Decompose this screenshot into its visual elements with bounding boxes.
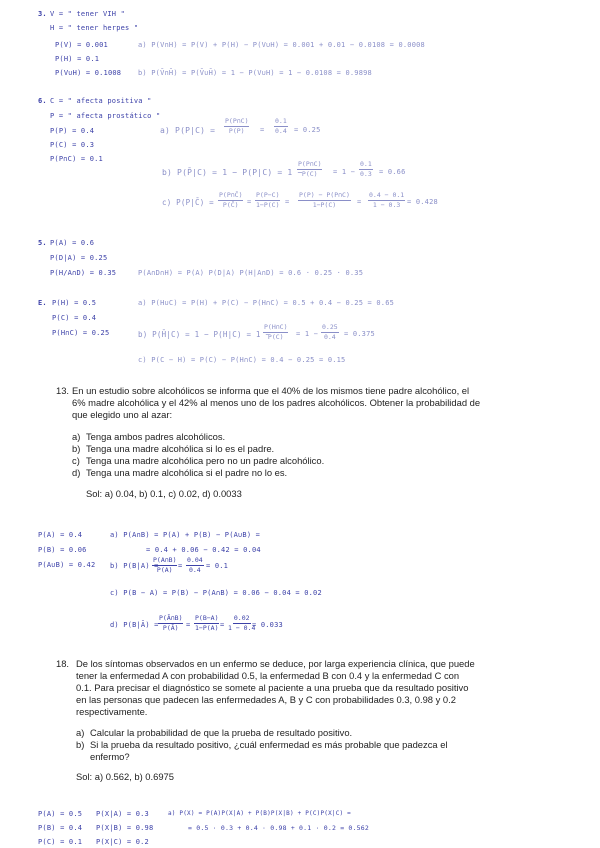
hw-given: P(B) = 0.06 bbox=[38, 546, 87, 554]
hw-answer-b: b) P(H̄|C) = 1 − P(H|C) = 1 − bbox=[138, 330, 271, 339]
problem-text: 6% madre alcohólica y el 42% al menos uno de los padres alcohólicos. Obtener la probabilidad de bbox=[72, 397, 481, 408]
hw-number: 3. bbox=[38, 10, 47, 18]
problem-text: 0.1. Para precisar el diagnóstico se somete al paciente a una prueba que da resultado positivo bbox=[76, 682, 469, 693]
hw-fraction: $\frac{P(Ā\cap B)}{P(Ā)}$ bbox=[159, 614, 183, 632]
hw-fraction: $\frac{P(H\cap C)}{P(C)}$ bbox=[264, 323, 288, 341]
hw-definition: C = " afecta positiva " bbox=[50, 97, 152, 105]
hw-answer-a: = 0.4 + 0.06 − 0.42 = 0.04 bbox=[146, 546, 261, 554]
item-text: Calcular la probabilidad de que la prueba de resultado positivo. bbox=[90, 727, 353, 738]
hw-given: P(D|A) = 0.25 bbox=[50, 254, 108, 262]
problem-text: respectivamente. bbox=[76, 706, 148, 717]
hw-equals: = bbox=[220, 621, 225, 629]
item-text: Tenga una madre alcohólica pero no un padre alcohólico. bbox=[86, 455, 325, 466]
hw-fraction: $\frac{0.1}{0.3}$ bbox=[360, 160, 372, 178]
hw-answer-b: b) P(P̄|C) = 1 − P(P|C) = 1 − bbox=[162, 168, 303, 177]
hw-equals: = 1 − bbox=[296, 330, 319, 338]
hw-given: P(P) = 0.4 bbox=[50, 127, 95, 135]
hw-fraction: $\frac{0.4 - 0.1}{1 - 0.3}$ bbox=[369, 191, 405, 209]
hw-fraction: $\frac{P(P\cap C)}{P(P)}$ bbox=[225, 117, 249, 135]
hw-equals: = bbox=[357, 198, 362, 206]
hw-equals: = bbox=[186, 621, 191, 629]
hw-fraction: $\frac{P(A\cap B)}{P(A)}$ bbox=[153, 556, 177, 574]
problem-number: 13. bbox=[56, 385, 70, 396]
item-text: Tenga ambos padres alcohólicos. bbox=[86, 431, 226, 442]
hw-equals: = bbox=[260, 126, 265, 134]
item-text: Tenga una madre alcohólica si lo es el padre. bbox=[86, 443, 275, 454]
hw-result: = 0.375 bbox=[344, 330, 375, 338]
hw-calculation: P(A∩D∩H) = P(A) P(D|A) P(H|A∩D) = 0.6 · 0.25 · 0.35 bbox=[138, 269, 364, 277]
item-label: a) bbox=[72, 431, 81, 442]
hw-fraction: $\frac{0.04}{0.4}$ bbox=[187, 556, 203, 574]
hw-answer-a: a) P(P|C) = bbox=[160, 126, 216, 135]
hw-fraction: $\frac{0.02}{1 - 0.4}$ bbox=[228, 614, 256, 632]
hw-given: P(C) = 0.1 bbox=[38, 838, 83, 846]
hw-given: P(H/A∩D) = 0.35 bbox=[50, 269, 117, 277]
item-label: b) bbox=[76, 739, 85, 750]
hw-number: 6. bbox=[38, 97, 47, 105]
hw-answer-c: c) P(P|C̄) = bbox=[162, 198, 214, 207]
hw-conditional: P(X|C) = 0.2 bbox=[96, 838, 149, 846]
hw-answer-c: c) P(C − H) = P(C) − P(H∩C) = 0.4 − 0.25 = 0.15 bbox=[138, 356, 346, 364]
hw-fraction: $\frac{P(P\cap C)}{P(C)}$ bbox=[298, 160, 322, 178]
hw-answer-b: b) P(B|A) = bbox=[110, 562, 159, 570]
hw-given: P(A) = 0.5 bbox=[38, 810, 83, 818]
problem-text: En un estudio sobre alcohólicos se informa que el 40% de los mismos tiene padre alcohólico, el bbox=[72, 385, 470, 396]
hw-answer-a: a) P(A∩B) = P(A) + P(B) − P(A∪B) = bbox=[110, 531, 261, 539]
problem-text: que elegido uno al azar: bbox=[72, 409, 173, 420]
hw-fraction: $\frac{0.25}{0.4}$ bbox=[322, 323, 338, 341]
hw-answer-c: c) P(B − A) = P(B) − P(A∩B) = 0.06 − 0.04 = 0.02 bbox=[110, 589, 322, 597]
hw-conditional: P(X|A) = 0.3 bbox=[96, 810, 149, 818]
hw-equals: = bbox=[178, 562, 183, 570]
hw-fraction: $\frac{P(P-C)}{1-P(C)}$ bbox=[256, 191, 280, 209]
hw-given: P(P∩C) = 0.1 bbox=[50, 155, 103, 163]
problem-text: en las personas que padecen las enfermedades A, B y C con probabilidades 0.3, 0.98 y 0.2 bbox=[76, 694, 456, 705]
problem-number: 18. bbox=[56, 658, 70, 669]
hw-answer-d: d) P(B|Ā) = bbox=[110, 621, 159, 629]
hw-definition: V = " tener VIH " bbox=[50, 10, 126, 18]
hw-result: = 0.1 bbox=[206, 562, 229, 570]
item-text: enfermo? bbox=[90, 751, 130, 762]
hw-definition: P = " afecta prostático " bbox=[50, 112, 161, 120]
hw-fraction: $\frac{P(P) - P(P\cap C)}{1-P(C)}$ bbox=[299, 191, 350, 209]
hw-given: P(C) = 0.4 bbox=[52, 314, 97, 322]
hw-definition: H = " tener herpes " bbox=[50, 24, 139, 32]
item-text: Si la prueba da resultado positivo, ¿cuál enfermedad es más probable que padezca el bbox=[90, 739, 448, 750]
hw-given: P(A) = 0.4 bbox=[38, 531, 83, 539]
item-label: d) bbox=[72, 467, 81, 478]
hw-number: 5. bbox=[38, 239, 47, 247]
problem-text: De los síntomas observados en un enfermo se deduce, por larga experiencia clínica, que puede bbox=[76, 658, 475, 669]
hw-equals: = bbox=[247, 198, 252, 206]
hw-equals: = bbox=[285, 198, 290, 206]
hw-given: P(B) = 0.4 bbox=[38, 824, 83, 832]
hw-number: E. bbox=[38, 299, 47, 307]
hw-fraction: $\frac{0.1}{0.4}$ bbox=[275, 117, 287, 135]
hw-given: P(V∪H) = 0.1008 bbox=[55, 69, 122, 77]
problem-text: tener la enfermedad A con probabilidad 0.5, la enfermedad B con 0.4 y la enfermedad C con bbox=[76, 670, 460, 681]
hw-result: = 0.033 bbox=[252, 621, 283, 629]
hw-given: P(H) = 0.1 bbox=[55, 55, 100, 63]
solution: Sol: a) 0.562, b) 0.6975 bbox=[76, 771, 174, 782]
hw-given: P(C) = 0.3 bbox=[50, 141, 95, 149]
hw-conditional: P(X|B) = 0.98 bbox=[96, 824, 154, 832]
hw-given: P(A) = 0.6 bbox=[50, 239, 95, 247]
hw-answer-b: b) P(V̄∩H̄) = P(V̄∪H̄) = 1 − P(V∪H) = 1 − 0.0108 = 0.9898 bbox=[138, 69, 372, 77]
hw-given: P(V) = 0.001 bbox=[55, 41, 108, 49]
hw-given: P(A∪B) = 0.42 bbox=[38, 561, 96, 569]
hw-equals: = 1 − bbox=[333, 168, 356, 176]
hw-answer-a: a) P(X) = P(A)P(X|A) + P(B)P(X|B) + P(C)P(X|C) = bbox=[168, 810, 351, 817]
hw-result: = 0.25 bbox=[294, 126, 321, 134]
hw-fraction: $\frac{P(B-A)}{1-P(A)}$ bbox=[195, 614, 219, 632]
hw-fraction: $\frac{P(P\cap C̄)}{P(C̄)}$ bbox=[219, 191, 243, 209]
item-label: b) bbox=[72, 443, 81, 454]
hw-answer-a: = 0.5 · 0.3 + 0.4 · 0.98 + 0.1 · 0.2 = 0.562 bbox=[188, 824, 369, 832]
item-label: c) bbox=[72, 455, 80, 466]
hw-given: P(H∩C) = 0.25 bbox=[52, 329, 110, 337]
hw-result: = 0.428 bbox=[407, 198, 438, 206]
item-label: a) bbox=[76, 727, 85, 738]
hw-answer-a: a) P(V∩H) = P(V) + P(H) − P(V∪H) = 0.001 + 0.01 − 0.0108 = 0.0008 bbox=[138, 41, 425, 49]
hw-given: P(H) = 0.5 bbox=[52, 299, 97, 307]
hw-result: = 0.66 bbox=[379, 168, 406, 176]
solution: Sol: a) 0.04, b) 0.1, c) 0.02, d) 0.0033 bbox=[86, 488, 242, 499]
item-text: Tenga una madre alcohólica si el padre no lo es. bbox=[86, 467, 288, 478]
hw-answer-a: a) P(H∪C) = P(H) + P(C) − P(H∩C) = 0.5 + 0.4 − 0.25 = 0.65 bbox=[138, 299, 395, 307]
